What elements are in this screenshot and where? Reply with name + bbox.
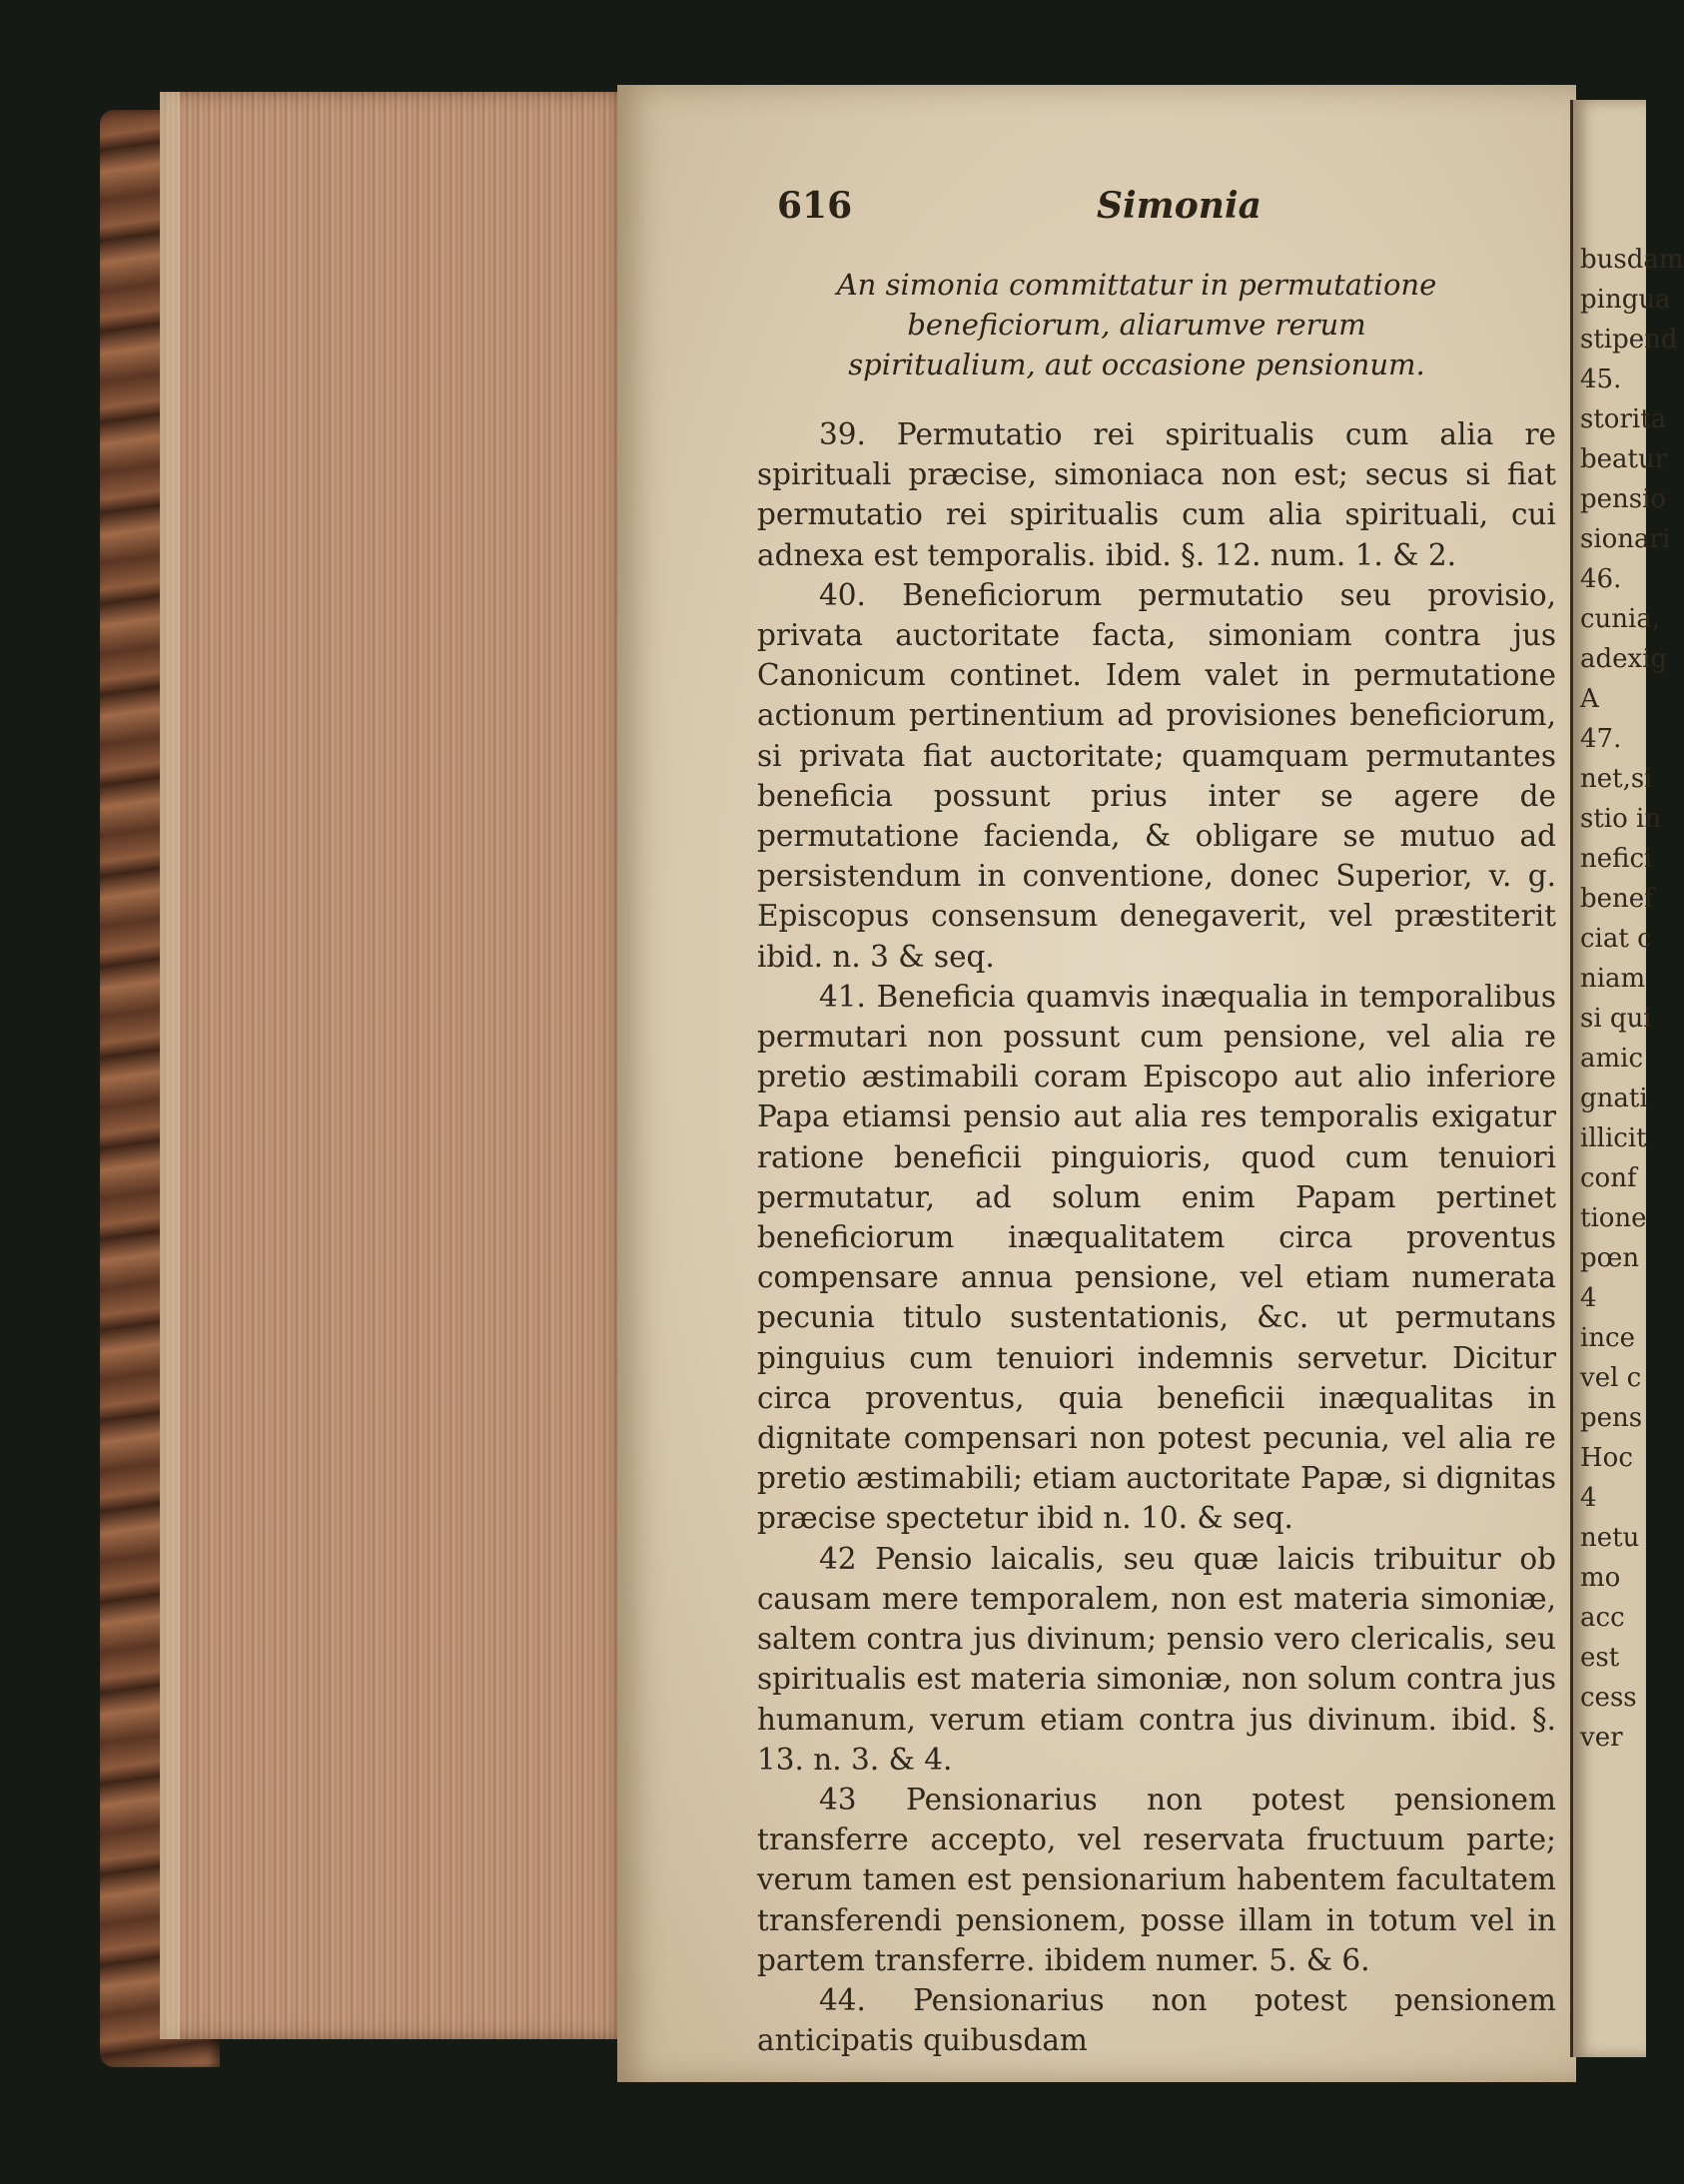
paragraph-40: 40. Beneficiorum permutatio seu provisio, privata auctoritate facta, simoniam contra jus Canonicum continet. Idem valet in permutatione actionum pertinentium ad provisiones beneficiorum, si privata fiat auctoritate; quamquam permutantes beneficia possunt prius inter se agere de permutatione facienda, & obligare se mutuo ad persistendum in conventione, donec Superior, v. g. Episcopus consensum denegaverit, vel præstiterit ibid. n. 3 & seq.	[757, 577, 1556, 974]
facing-page-fragment: adexig	[1580, 644, 1668, 674]
paragraph-44: 44. Pensionarius non potest pensionem anticipatis quibusdam	[757, 1982, 1556, 2058]
facing-page-fragment: ciat c	[1580, 924, 1652, 954]
facing-page-fragment: 4	[1580, 1283, 1597, 1313]
paragraph-39: 39. Permutatio rei spiritualis cum alia re spirituali præcise, simoniaca non est; secus si fiat permutatio rei spiritualis cum alia spirituali, cui adnexa est temporalis. ibid. §. 12. num. 1. & 2.	[757, 417, 1556, 572]
facing-page-fragment: vel c	[1580, 1363, 1642, 1393]
facing-page-fragment: cess	[1580, 1683, 1637, 1713]
facing-page-fragment: pingua	[1580, 285, 1671, 315]
facing-page-fragment: stipend	[1580, 325, 1678, 355]
page-block-edges	[160, 92, 619, 2039]
facing-page-fragment: Hoc	[1580, 1443, 1633, 1473]
page-number: 616	[777, 185, 853, 227]
facing-page-fragment: benef	[1580, 884, 1654, 914]
facing-page-fragment: A	[1580, 684, 1599, 714]
page-header	[777, 185, 1476, 245]
body-text	[757, 414, 1556, 2060]
facing-page-fragment: illicit	[1580, 1123, 1647, 1153]
facing-page-fragment: cunia,	[1580, 604, 1661, 634]
facing-page-fragment: netu	[1580, 1523, 1640, 1553]
facing-page-fragment: gnati	[1580, 1084, 1648, 1113]
facing-page-fragment: 4	[1580, 1483, 1597, 1513]
facing-page-fragment: 46.	[1580, 564, 1622, 594]
facing-page-fragment: acc	[1580, 1603, 1625, 1633]
facing-page-fragment: nefici	[1580, 844, 1653, 874]
facing-page-fragment: est	[1580, 1643, 1620, 1673]
facing-page-fragment: sionari	[1580, 524, 1671, 554]
facing-page-fragment: tione	[1580, 1203, 1647, 1233]
running-head: Simonia	[1097, 185, 1262, 227]
facing-page-fragment: storita	[1580, 404, 1667, 434]
facing-page-fragment: busdam	[1580, 245, 1684, 275]
book-page	[617, 85, 1576, 2082]
facing-page-fragment: beatur	[1580, 444, 1668, 474]
facing-page-fragment: ince	[1580, 1323, 1636, 1353]
section-heading: An simonia committatur in permutatione beneficiorum, aliarumve rerum spiritualium, aut occasione pensionum.	[836, 268, 1437, 381]
facing-page-fragment: pœn	[1580, 1243, 1640, 1273]
facing-page-fragment: ver	[1580, 1723, 1623, 1753]
facing-page-fragment: pensio	[1580, 484, 1667, 514]
facing-page-fragment: 47.	[1580, 724, 1622, 754]
facing-page-fragment: 45.	[1580, 364, 1622, 394]
facing-page-fragment: si qui	[1580, 1004, 1652, 1034]
facing-page-fragment: mo	[1580, 1563, 1621, 1593]
facing-page-fragment: net,si	[1580, 764, 1653, 794]
facing-page-fragment: niam	[1580, 964, 1646, 994]
facing-page-fragment: conf	[1580, 1163, 1637, 1193]
paragraph-42: 42 Pensio laicalis, seu quæ laicis tribuitur ob causam mere temporalem, non est materia simoniæ, saltem contra jus divinum; pensio vero clericalis, seu spiritualis est materia simoniæ, non solum contra jus humanum, verum etiam contra jus divinum. ibid. §. 13. n. 3. & 4.	[757, 1541, 1556, 1777]
paragraph-43: 43 Pensionarius non potest pensionem transferre accepto, vel reservata fructuum parte; verum tamen est pensionarium habentem facultatem transferendi pensionem, posse illam in totum vel in partem transferre. ibidem numer. 5. & 6.	[757, 1782, 1556, 1977]
facing-page-fragment: amic	[1580, 1044, 1644, 1074]
facing-page-fragment: stio in	[1580, 804, 1662, 834]
paragraph-41: 41. Beneficia quamvis inæqualia in temporalibus permutari non possunt cum pensione, vel alia re pretio æstimabili coram Episcopo aut alio inferiore Papa etiamsi pensio aut alia res temporalis exigatur ratione beneficii pinguioris, quod cum tenuiori permutatur, ad solum enim Papam pertinet beneficiorum inæqualitatem circa proventus compensare annua pensione, vel etiam numerata pecunia titulo sustentationis, &c. ut permutans pinguius cum tenuiori indemnis servetur. Dicitur circa proventus, quia beneficii inæqualitas in dignitate compensari non potest pecunia, vel alia re pretio æstimabili; etiam auctoritate Papæ, si dignitas præcise spectetur ibid n. 10. & seq.	[757, 979, 1556, 1536]
facing-page-fragment: pens	[1580, 1403, 1643, 1433]
page-edge-highlight	[160, 92, 180, 2039]
